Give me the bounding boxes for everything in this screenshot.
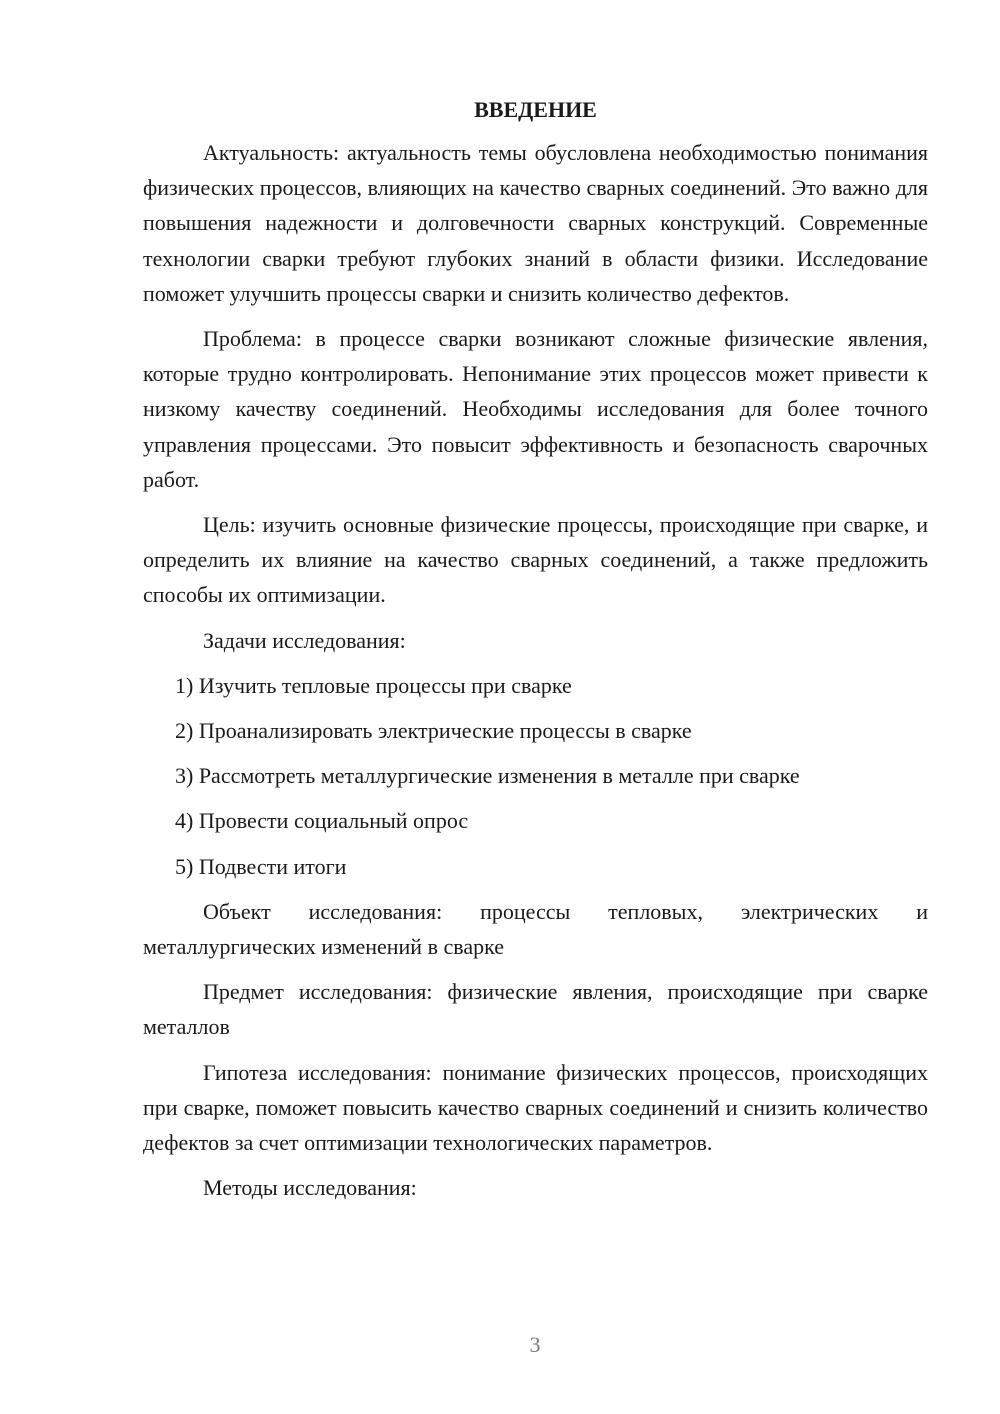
tasks-list — [143, 668, 928, 884]
list-item: 3) Рассмотреть металлургические изменения в металле при сварке — [175, 763, 800, 789]
methods-heading: Методы исследования: — [203, 1175, 417, 1201]
list-item: 4) Провести социальный опрос — [175, 808, 469, 834]
list-item: 2) Проанализировать электрические процессы в сварке — [175, 718, 692, 744]
list-item: 1) Изучить тепловые процессы при сварке — [175, 672, 572, 698]
paragraph-subject: Предмет исследования: физические явления, происходящие при сварке металлов — [143, 979, 928, 1040]
paragraph-object: Объект исследования: процессы тепловых, электрических и металлургических изменений в сварке — [143, 898, 928, 960]
paragraph-problem: Проблема: в процессе сварки возникают сложные физические явления, которые трудно контролировать. Непонимание этих процессов может привести к низкому качеству соединений. Необходимы исследования для более точного управления процессами. Это повысит эффективность и безопасность сварочных работ. — [143, 326, 928, 492]
document-page — [143, 94, 928, 1215]
paragraph-hypothesis: Гипотеза исследования: понимание физических процессов, происходящих при сварке, поможет повысить качество сварных соединений и снизить количество дефектов за счет оптимизации технологических параметров. — [143, 1059, 928, 1156]
page-number: 3 — [529, 1332, 541, 1357]
page-title: ВВЕДЕНИЕ — [474, 97, 597, 122]
paragraph-relevance: Актуальность: актуальность темы обусловлена необходимостью понимания физических процессов, влияющих на качество сварных соединений. Это важно для повышения надежности и долговечности сварных конструкций. Современные технологии сварки требуют глубоких знаний в области физики. Исследование поможет улучшить процессы сварки и снизить количество дефектов. — [143, 140, 928, 306]
tasks-heading: Задачи исследования: — [203, 627, 406, 653]
paragraph-goal: Цель: изучить основные физические процессы, происходящие при сварке, и определить их влияние на качество сварных соединений, а также предложить способы их оптимизации. — [143, 512, 928, 608]
list-item: 5) Подвести итоги — [175, 853, 347, 879]
